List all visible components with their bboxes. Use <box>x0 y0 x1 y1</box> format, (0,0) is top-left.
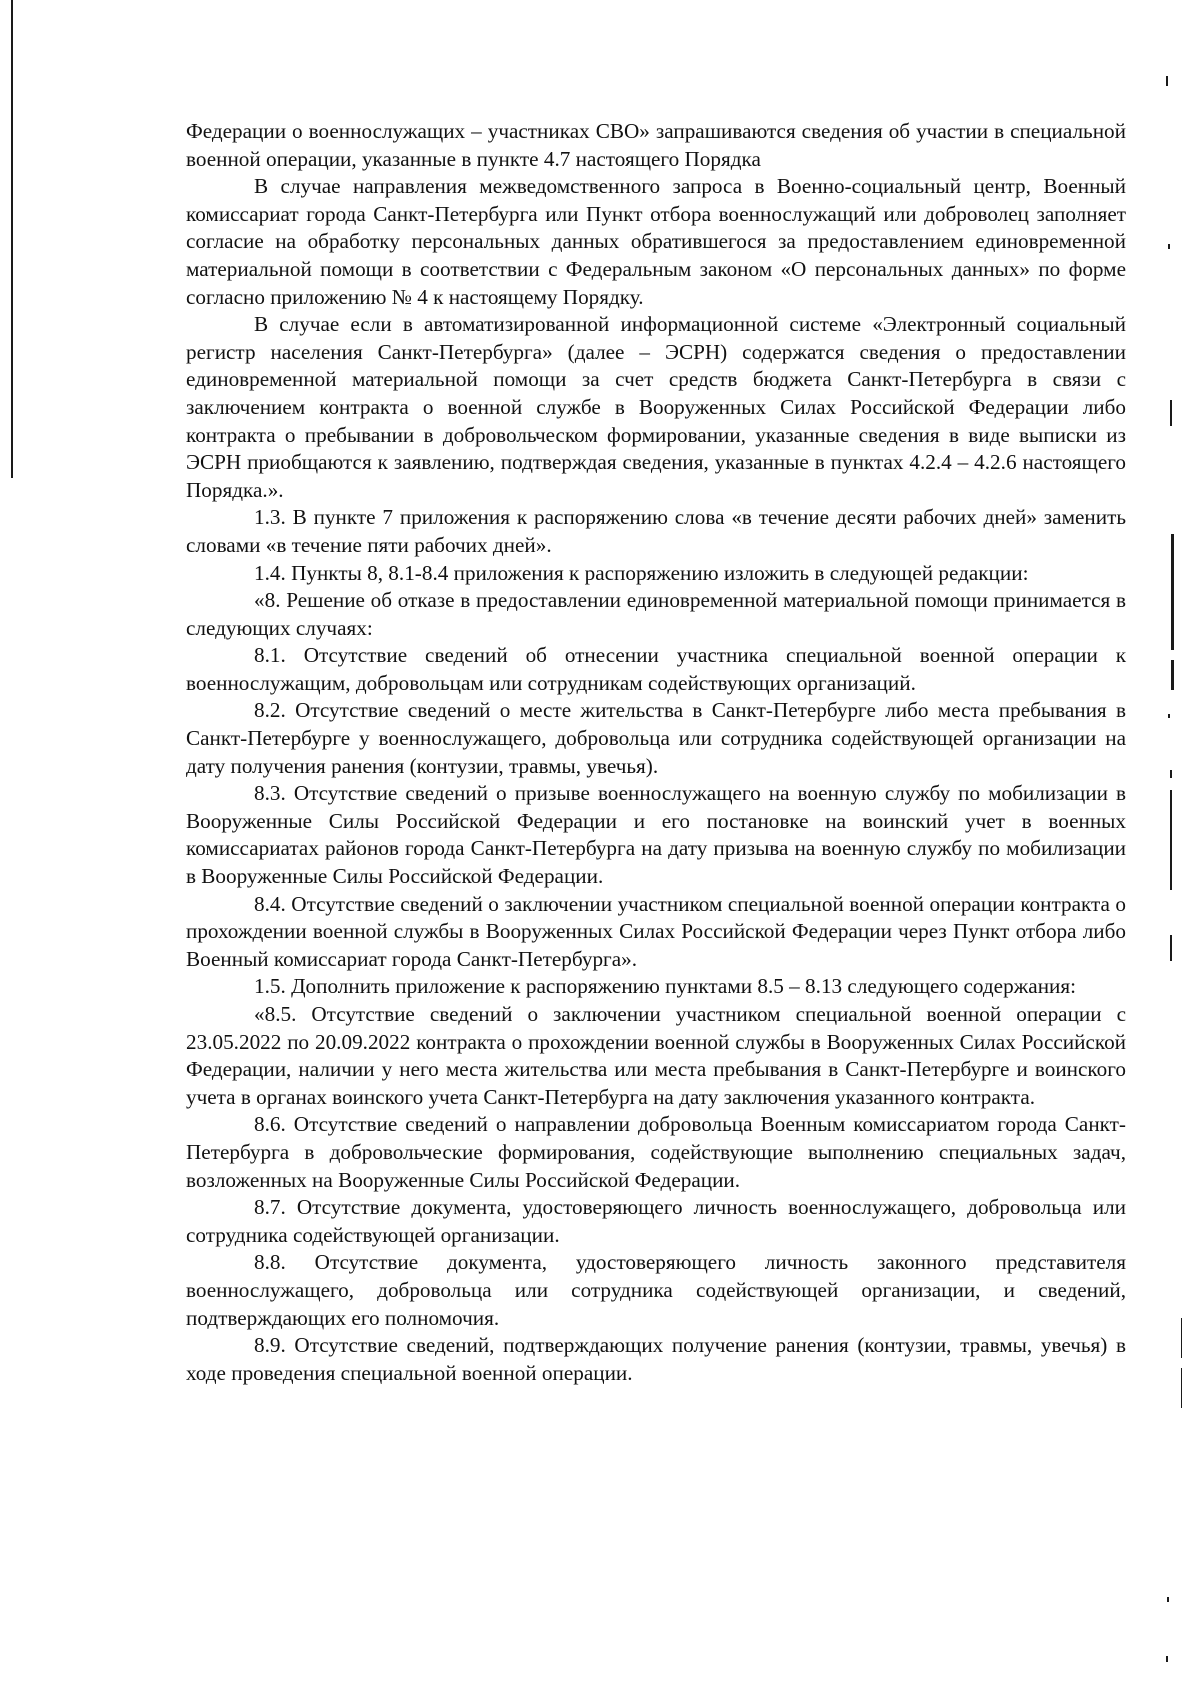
scan-mark-right-8 <box>1170 790 1172 890</box>
scan-mark-right-7 <box>1170 770 1172 778</box>
scan-mark-right-10 <box>1181 1318 1182 1358</box>
scan-mark-right-1 <box>1166 76 1168 86</box>
scan-edge-line-left <box>11 0 13 478</box>
scan-mark-right-3 <box>1170 400 1172 426</box>
paragraph-interagency-request: В случае направления межведомственного запроса в Военно-социальный центр, Военный комиссариат города Санкт-Петербурга или Пункт отбора военнослужащий или доброволец заполняет согласие на обработку персональных данных обратившегося за предоставлением единовременной материальной помощи в соответствии с Федеральным законом «О персональных данных» по форме согласно приложению № 4 к настоящему Порядку. <box>186 174 1126 309</box>
scan-mark-right-6 <box>1168 714 1170 718</box>
paragraph-1-3: 1.3. В пункте 7 приложения к распоряжению слова «в течение десяти рабочих дней» заменить словами «в течение пяти рабочих дней». <box>186 505 1126 557</box>
scan-mark-right-2 <box>1168 244 1170 249</box>
scan-mark-right-4 <box>1171 534 1174 650</box>
paragraph-continuation: Федерации о военнослужащих – участниках СВО» запрашиваются сведения об участии в специальной военной операции, указанные в пункте 4.7 настоящего Порядка <box>186 119 1126 171</box>
paragraph-8-9: 8.9. Отсутствие сведений, подтверждающих получение ранения (контузии, травмы, увечья) в ходе проведения специальной военной операции. <box>186 1333 1126 1385</box>
paragraph-8-8: 8.8. Отсутствие документа, удостоверяющего личность законного представителя военнослужащего, добровольца или сотрудника содействующей организации, и сведений, подтверждающих его полномочия. <box>186 1250 1126 1330</box>
paragraph-8-6: 8.6. Отсутствие сведений о направлении добровольца Военным комиссариатом города Санкт-Петербурга в добровольческие формирования, содействующие выполнению специальных задач, возложенных на Вооруженные Силы Российской Федерации. <box>186 1112 1126 1192</box>
paragraph-esrn: В случае если в автоматизированной информационной системе «Электронный социальный регистр населения Санкт-Петербурга» (далее – ЭСРН) содержатся сведения о предоставлении единовременной материальной помощи за счет средств бюджета Санкт-Петербурга в связи с заключением контракта о военной службе в Вооруженных Силах Российской Федерации либо контракта о пребывании в добровольческом формировании, указанные сведения в виде выписки из ЭСРН приобщаются к заявлению, подтверждая сведения, указанные в пунктах 4.2.4 – 4.2.6 настоящего Порядка.». <box>186 312 1126 502</box>
paragraph-8-2: 8.2. Отсутствие сведений о месте жительства в Санкт-Петербурге либо места пребывания в Санкт-Петербурге у военнослужащего, добровольца или сотрудника содействующей организации на дату получения ранения (контузии, травмы, увечья). <box>186 698 1126 778</box>
paragraph-1-5: 1.5. Дополнить приложение к распоряжению пунктами 8.5 – 8.13 следующего содержания: <box>254 974 1077 999</box>
paragraph-8-7: 8.7. Отсутствие документа, удостоверяющего личность военнослужащего, добровольца или сотрудника содействующей организации. <box>186 1195 1126 1247</box>
paragraph-8-5: «8.5. Отсутствие сведений о заключении участником специальной военной операции с 23.05.2022 по 20.09.2022 контракта о прохождении военной службы в Вооруженных Силах Российской Федерации, наличии у него места жительства или места пребывания в Санкт-Петербурге и воинского учета в органах воинского учета Санкт-Петербурга на дату заключения указанного контракта. <box>186 1002 1126 1109</box>
paragraph-1-4: 1.4. Пункты 8, 8.1-8.4 приложения к распоряжению изложить в следующей редакции: <box>254 560 1029 585</box>
paragraph-8-4: 8.4. Отсутствие сведений о заключении участником специальной военной операции контракта о прохождении военной службы в Вооруженных Силах Российской Федерации через Пункт отбора либо Военный комиссариат города Санкт-Петербурга». <box>186 891 1126 971</box>
scan-mark-right-11 <box>1181 1368 1182 1408</box>
scan-mark-right-13 <box>1166 1656 1168 1662</box>
paragraph-8-3: 8.3. Отсутствие сведений о призыве военнослужащего на военную службу по мобилизации в Вооруженные Силы Российской Федерации и его постановке на воинский учет в военных комиссариатах районов города Санкт-Петербурга на дату призыва на военную службу по мобилизации в Вооруженные Силы Российской Федерации. <box>186 781 1126 889</box>
paragraph-8-1: 8.1. Отсутствие сведений об отнесении участника специальной военной операции к военнослужащим, добровольцам или сотрудникам содействующих организаций. <box>186 643 1126 695</box>
paragraph-8: «8. Решение об отказе в предоставлении единовременной материальной помощи принимается в следующих случаях: <box>186 588 1126 640</box>
document-body <box>186 118 1126 1387</box>
scan-mark-right-9 <box>1170 935 1172 961</box>
scan-mark-right-5 <box>1171 660 1174 690</box>
scan-mark-right-12 <box>1167 1597 1169 1602</box>
